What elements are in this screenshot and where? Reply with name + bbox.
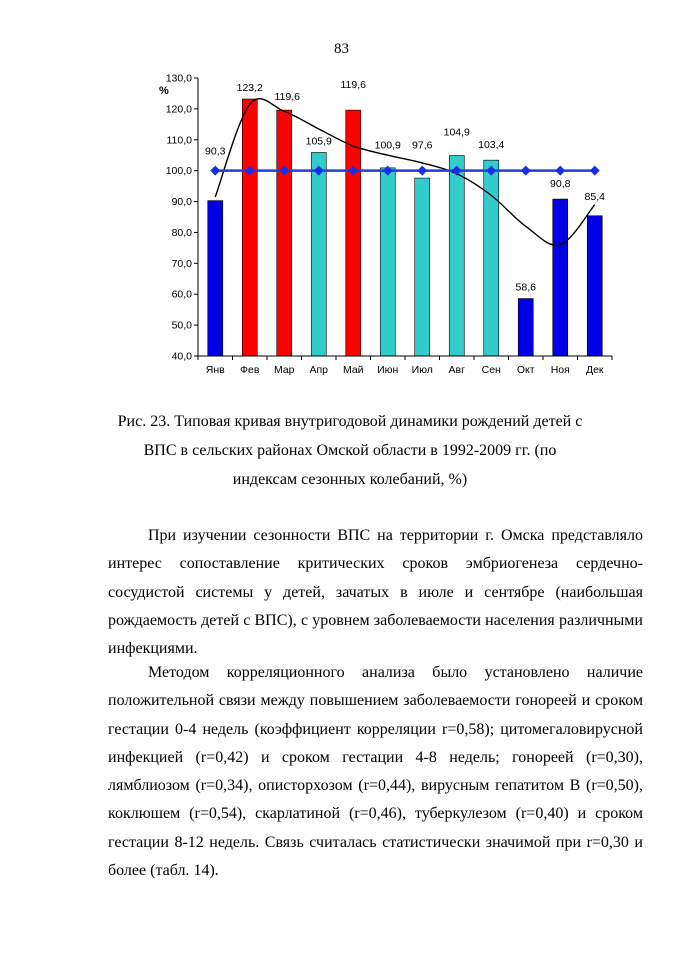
y-axis-label: %	[159, 85, 169, 97]
y-tick-label: 60,0	[171, 288, 192, 301]
x-tick-label: Янв	[205, 364, 225, 376]
paragraph-2	[108, 659, 643, 885]
value-label: 103,4	[478, 139, 505, 152]
x-tick-label: Май	[342, 364, 364, 376]
reference-marker	[417, 166, 427, 176]
y-tick-label: 70,0	[171, 257, 192, 270]
figure-caption: Рис. 23. Типовая кривая внутригодовой динамики рождений детей с ВПС в сельских районах Омской области в 1992-2009 гг. (по индексам сезонных колебаний, %)	[117, 413, 583, 488]
bar	[484, 160, 499, 356]
y-tick-label: 120,0	[165, 103, 192, 116]
bar	[208, 201, 223, 356]
value-label: 104,9	[443, 126, 470, 139]
x-tick-label: Июл	[411, 364, 433, 376]
x-tick-label: Авг	[448, 364, 465, 376]
value-label: 85,4	[584, 190, 605, 203]
paragraph-text: Методом корреляционного анализа было установлено наличие положительной связи между повышением заболеваемости гонореей и сроком гестации 0-4 недель (коэффициент корреляции r=0,58); цитомегаловирусной инфекцией (r=0,42) и сроком гестации 4-8 недель; гонореей (r=0,30), лямблиозом (r=0,34), описторхозом (r=0,44), вирусным гепатитом В (r=0,50), коклюшем (r=0,54), скарлатиной (r=0,46), туберкулезом (r=0,40) и сроком гестации 8-12 недель. Связь считалась статистически значимой при r=0,30 и более (табл. 14).	[108, 664, 643, 880]
y-tick-label: 90,0	[171, 196, 192, 209]
x-axis-labels	[198, 356, 612, 376]
y-tick-label: 130,0	[165, 72, 192, 85]
value-label: 119,6	[340, 79, 366, 92]
bar	[518, 299, 533, 356]
x-tick-label: Дек	[585, 364, 604, 376]
y-tick-label: 100,0	[165, 165, 192, 178]
bar	[277, 110, 292, 356]
reference-line-100	[210, 166, 600, 176]
x-tick-label: Сен	[481, 364, 501, 376]
seasonal-index-chart	[150, 66, 620, 381]
value-label: 90,3	[205, 145, 226, 158]
bar	[449, 156, 464, 356]
y-axis-ticks	[166, 73, 198, 363]
value-label: 105,9	[305, 135, 332, 148]
value-label: 119,6	[274, 91, 300, 104]
reference-marker	[590, 166, 600, 176]
value-label: 90,8	[550, 178, 571, 191]
value-labels	[205, 79, 605, 293]
page-number: 83	[334, 41, 349, 57]
paragraph-text: При изучении сезонности ВПС на территории г. Омска представляло интерес сопоставление критических сроков эмбриогенеза сердечно-сосудистой системы у детей, зачатых в июле и сентябре (наибольшая рождаемость детей с ВПС), с уровнем заболеваемости населения различными инфекциями.	[108, 527, 643, 658]
bar-series	[208, 99, 603, 356]
y-tick-label: 40,0	[171, 350, 192, 363]
x-tick-label: Ноя	[550, 364, 570, 376]
x-tick-label: Июн	[377, 364, 399, 376]
x-tick-label: Апр	[309, 364, 329, 376]
value-label: 97,6	[412, 139, 433, 152]
reference-marker	[210, 166, 220, 176]
reference-marker	[555, 166, 565, 176]
bar	[242, 99, 257, 356]
x-tick-label: Мар	[273, 364, 295, 376]
y-tick-label: 50,0	[171, 319, 192, 332]
bar	[415, 178, 430, 356]
bar	[380, 168, 395, 356]
x-tick-label: Окт	[516, 364, 535, 376]
trend-curve	[215, 99, 595, 246]
value-label: 100,9	[374, 139, 401, 152]
bar	[346, 110, 361, 356]
paragraph-1	[108, 522, 643, 663]
bar	[553, 199, 568, 356]
value-label: 123,2	[236, 82, 263, 95]
y-tick-label: 110,0	[166, 134, 192, 147]
x-tick-label: Фев	[240, 364, 260, 376]
reference-marker	[521, 166, 531, 176]
value-label: 58,6	[515, 281, 536, 294]
bar	[587, 216, 602, 356]
bar	[311, 152, 326, 356]
y-tick-label: 80,0	[171, 226, 192, 239]
